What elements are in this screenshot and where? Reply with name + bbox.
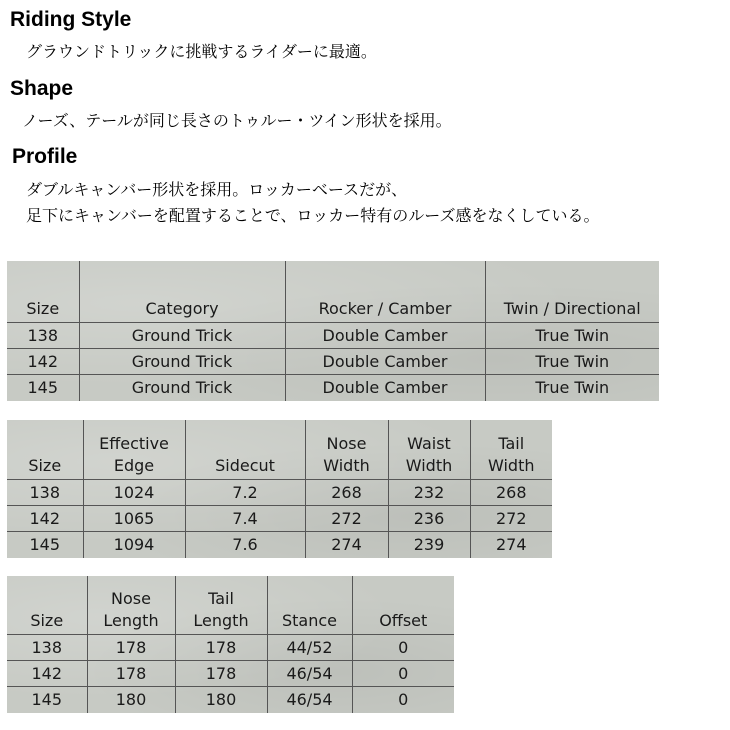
cell-size: 138 bbox=[7, 479, 83, 505]
col-header-size: Size bbox=[7, 576, 87, 634]
cell-waist-width: 236 bbox=[388, 505, 470, 531]
cell-offset: 0 bbox=[352, 660, 454, 686]
cell-effective-edge: 1024 bbox=[83, 479, 185, 505]
table-row bbox=[7, 322, 659, 348]
cell-effective-edge: 1094 bbox=[83, 531, 185, 558]
table-row bbox=[7, 505, 552, 531]
cell-size: 145 bbox=[7, 531, 83, 558]
table-row bbox=[7, 348, 659, 374]
col-header-tail-width: Tail Width bbox=[470, 420, 552, 479]
cell-tail-width: 274 bbox=[495, 535, 527, 554]
col-header-stance: Stance bbox=[267, 576, 352, 634]
table-row bbox=[7, 634, 454, 660]
col-header-category: Category bbox=[79, 261, 285, 322]
cell-nose-width: 268 bbox=[305, 479, 388, 505]
col-header-size: Size bbox=[7, 420, 83, 479]
cell-size: 138 bbox=[7, 322, 79, 348]
shape-heading: Shape bbox=[10, 77, 74, 100]
riding-style-heading: Riding Style bbox=[10, 8, 132, 31]
cell-category: Ground Trick bbox=[79, 374, 285, 401]
col-header-offset: Offset bbox=[352, 576, 454, 634]
cell-rocker-camber: Double Camber bbox=[285, 374, 485, 401]
cell-size: 138 bbox=[7, 634, 87, 660]
cell-rocker-camber: Double Camber bbox=[285, 322, 485, 348]
table-row bbox=[7, 531, 552, 558]
cell-tail-length: 178 bbox=[175, 660, 267, 686]
cell-nose-width: 274 bbox=[305, 531, 388, 558]
col-header-effective-edge: Effective Edge bbox=[83, 420, 185, 479]
col-header-nose-width: Nose Width bbox=[305, 420, 388, 479]
cell-nose-length: 178 bbox=[87, 634, 175, 660]
col-header-tail-length: Tail Length bbox=[175, 576, 267, 634]
cell-stance: 44/52 bbox=[267, 634, 352, 660]
cell-size: 142 bbox=[7, 348, 79, 374]
cell-size: 145 bbox=[7, 374, 79, 401]
profile-text-line-1: ダブルキャンバー形状を採用。ロッカーベースだが、 bbox=[26, 180, 408, 199]
cell-tail-length: 180 bbox=[175, 686, 267, 713]
cell-tail-width: 272 bbox=[470, 505, 552, 531]
cell-tail-width: 268 bbox=[470, 479, 552, 505]
table-row bbox=[7, 479, 552, 505]
cell-offset: 0 bbox=[398, 690, 409, 709]
cell-twin-directional: True Twin bbox=[485, 322, 659, 348]
cell-tail-length: 178 bbox=[175, 634, 267, 660]
cell-size: 145 bbox=[7, 686, 87, 713]
cell-twin-directional: True Twin bbox=[535, 378, 610, 397]
cell-nose-length: 180 bbox=[87, 686, 175, 713]
spec-table-category bbox=[7, 261, 659, 401]
riding-style-text: グラウンドトリックに挑戦するライダーに最適。 bbox=[26, 42, 377, 61]
table-row bbox=[7, 660, 454, 686]
cell-twin-directional: True Twin bbox=[485, 348, 659, 374]
cell-sidecut: 7.6 bbox=[185, 531, 305, 558]
col-header-nose-length: Nose Length bbox=[87, 576, 175, 634]
col-header-rocker-camber: Rocker / Camber bbox=[285, 261, 485, 322]
shape-text: ノーズ、テールが同じ長さのトゥルー・ツイン形状を採用。 bbox=[22, 111, 452, 130]
cell-size: 142 bbox=[7, 660, 87, 686]
cell-size: 142 bbox=[7, 505, 83, 531]
table-row bbox=[7, 374, 659, 401]
cell-waist-width: 239 bbox=[388, 531, 470, 558]
cell-nose-width: 272 bbox=[305, 505, 388, 531]
table-row bbox=[7, 686, 454, 713]
spec-table-dimensions bbox=[7, 420, 552, 558]
cell-offset: 0 bbox=[352, 634, 454, 660]
cell-category: Ground Trick bbox=[79, 322, 285, 348]
col-header-sidecut: Sidecut bbox=[185, 420, 305, 479]
cell-effective-edge: 1065 bbox=[83, 505, 185, 531]
profile-heading: Profile bbox=[12, 145, 78, 168]
cell-stance: 46/54 bbox=[267, 660, 352, 686]
cell-nose-length: 178 bbox=[87, 660, 175, 686]
cell-stance: 46/54 bbox=[267, 686, 352, 713]
cell-sidecut: 7.2 bbox=[185, 479, 305, 505]
profile-text-line-2: 足下にキャンバーを配置することで、ロッカー特有のルーズ感をなくしている。 bbox=[26, 206, 600, 225]
cell-waist-width: 232 bbox=[388, 479, 470, 505]
col-header-twin-directional: Twin / Directional bbox=[485, 261, 659, 322]
col-header-size: Size bbox=[7, 261, 79, 322]
cell-sidecut: 7.4 bbox=[185, 505, 305, 531]
cell-rocker-camber: Double Camber bbox=[285, 348, 485, 374]
cell-category: Ground Trick bbox=[79, 348, 285, 374]
col-header-waist-width: Waist Width bbox=[388, 420, 470, 479]
spec-table-length-stance bbox=[7, 576, 454, 713]
